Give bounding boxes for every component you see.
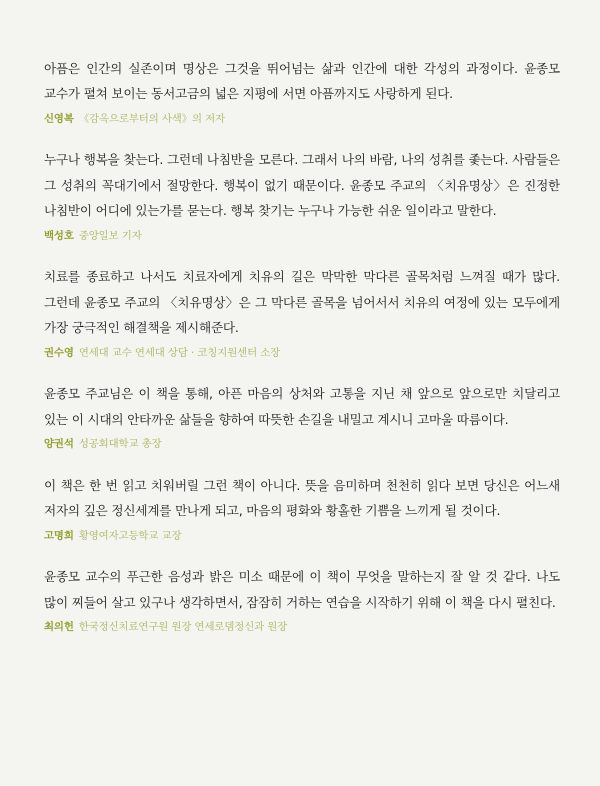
blurb-author-name: 신영복 [44, 112, 74, 125]
blurb-text: 윤종모 교수의 푸근한 음성과 밝은 미소 때문에 이 책이 무엇을 말하는지 잘 알 것 같다. 나도 많이 찌들어 살고 있구나 생각하면서, 잠잠히 거하는 연습을 시작하기 위해 이 책을 다시 펼친다. [44, 569, 560, 610]
blurb-item [44, 56, 560, 127]
blurb-text: 윤종모 주교님은 이 책을 통해, 아픈 마음의 상처와 고통을 지닌 채 앞으로 앞으로만 치달리고 있는 이 시대의 안타까운 삶들을 향하여 따뜻한 손길을 내밀고 계시니 고마울 따름이다. [44, 386, 560, 427]
blurb-item [44, 264, 560, 361]
blurb-attribution [44, 620, 560, 636]
blurb-author-name: 최의헌 [44, 621, 74, 634]
blurb-author-role: 중앙일보 기자 [78, 229, 142, 242]
blurb-item [44, 147, 560, 244]
blurb-text: 아픔은 인간의 실존이며 명상은 그것을 뛰어넘는 삶과 인간에 대한 각성의 과정이다. 윤종모 교수가 펼쳐 보이는 동서고금의 넓은 지평에 서면 아픔까지도 사랑하게 된다. [44, 61, 560, 102]
blurb-author-role: 성공회대학교 총장 [78, 438, 162, 451]
blurb-author-name: 고명희 [44, 529, 74, 542]
blurb-attribution [44, 437, 560, 453]
blurb-attribution [44, 112, 560, 128]
blurb-attribution [44, 529, 560, 545]
blurb-attribution [44, 229, 560, 245]
blurb-list [44, 56, 560, 636]
blurb-author-role: 《감옥으로부터의 사색》의 저자 [78, 112, 226, 125]
blurb-author-role: 한국정신치료연구원 원장 연세로뎀정신과 원장 [78, 621, 288, 634]
blurb-author-name: 양권석 [44, 438, 74, 451]
blurb-author-role: 연세대 교수 연세대 상담 · 코칭지원센터 소장 [78, 346, 281, 359]
blurb-item [44, 381, 560, 452]
blurb-text: 치료를 종료하고 나서도 치료자에게 치유의 길은 막막한 막다른 골목처럼 느껴질 때가 많다. 그런데 윤종모 주교의 〈치유명상〉은 그 막다른 골목을 넘어서서 치유의 여정에 있는 모두에게 가장 궁극적인 해결책을 제시해준다. [44, 269, 560, 336]
blurb-author-name: 백성호 [44, 229, 74, 242]
blurb-item [44, 473, 560, 544]
blurb-author-role: 황영여자고등학교 교장 [78, 529, 182, 542]
blurb-attribution [44, 346, 560, 362]
blurb-author-name: 권수영 [44, 346, 74, 359]
blurb-text: 이 책은 한 번 읽고 치워버릴 그런 책이 아니다. 뜻을 음미하며 천천히 읽다 보면 당신은 어느새 저자의 깊은 정신세계를 만나게 되고, 마음의 평화와 황홀한 기쁨을 느끼게 될 것이다. [44, 477, 560, 519]
blurb-item [44, 564, 560, 635]
blurb-text: 누구나 행복을 찾는다. 그런데 나침반을 모른다. 그래서 나의 바람, 나의 성취를 좇는다. 사람들은 그 성취의 꼭대기에서 절망한다. 행복이 없기 때문이다. 윤종모 주교의 〈치유명상〉은 진정한 나침반이 어디에 있는가를 묻는다. 행복 찾기는 누구나 가능한 쉬운 일이라고 말한다. [44, 152, 560, 219]
